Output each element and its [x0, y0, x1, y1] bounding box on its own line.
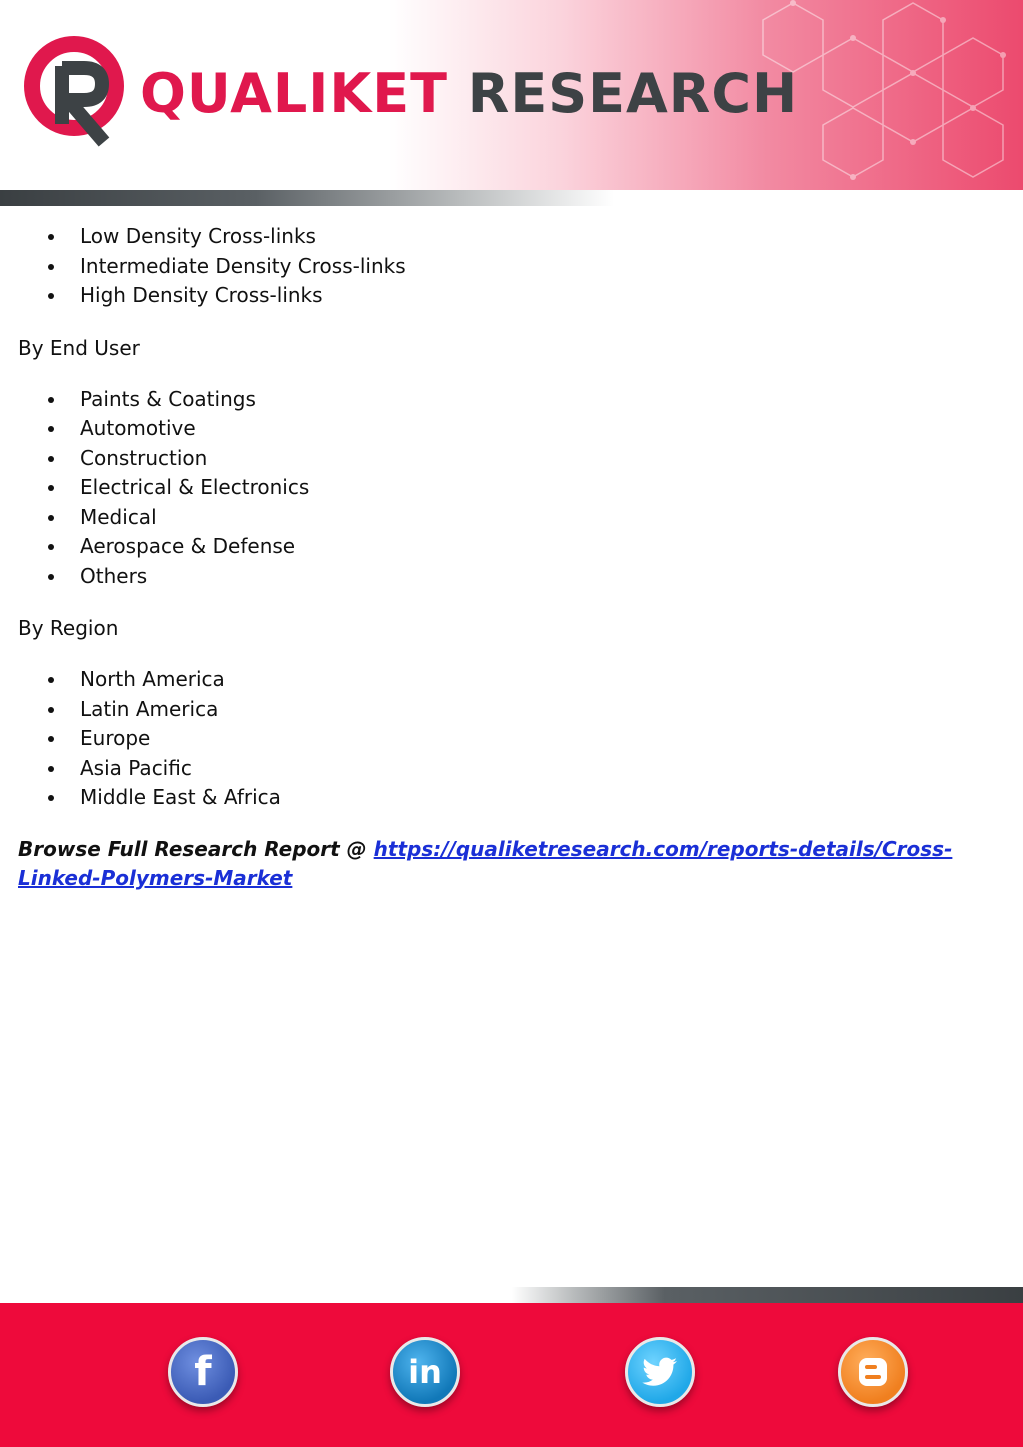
list-item: Construction	[18, 444, 998, 474]
browse-report-line	[18, 835, 998, 894]
list-item: Electrical & Electronics	[18, 473, 998, 503]
bullet	[48, 766, 54, 772]
bullet	[48, 736, 54, 742]
bullet	[48, 515, 54, 521]
report-content	[18, 222, 998, 894]
bullet	[48, 485, 54, 491]
twitter-bird-glyph	[642, 1357, 678, 1387]
density-list	[18, 222, 998, 311]
bullet	[48, 426, 54, 432]
bullet	[48, 544, 54, 550]
header-banner	[0, 0, 1023, 190]
header-divider	[0, 190, 1023, 206]
brand-name-part2: RESEARCH	[467, 62, 799, 125]
bullet	[48, 707, 54, 713]
list-item: High Density Cross-links	[18, 281, 998, 311]
bullet	[48, 574, 54, 580]
footer	[0, 1303, 1023, 1447]
list-item: Latin America	[18, 695, 998, 725]
region-list	[18, 665, 998, 813]
list-item: Automotive	[18, 414, 998, 444]
qualiket-logo-icon	[22, 34, 132, 149]
list-item: Intermediate Density Cross-links	[18, 252, 998, 282]
list-item: North America	[18, 665, 998, 695]
bullet	[48, 456, 54, 462]
brand-name-part1: QUALIKET	[140, 62, 448, 125]
linkedin-icon[interactable]: in	[390, 1337, 460, 1407]
bullet	[48, 264, 54, 270]
list-item: Low Density Cross-links	[18, 222, 998, 252]
list-item: Others	[18, 562, 998, 592]
report-link[interactable]: https://qualiketresearch.com/reports-details/Cross-Linked-Polymers-Market	[18, 836, 953, 890]
blogger-b-glyph	[856, 1355, 890, 1389]
region-heading: By Region	[18, 616, 119, 640]
list-item: Aerospace & Defense	[18, 532, 998, 562]
footer-divider	[0, 1287, 1023, 1303]
end-user-heading: By End User	[18, 335, 140, 360]
list-item: Middle East & Africa	[18, 783, 998, 813]
facebook-icon[interactable]: f	[168, 1337, 238, 1407]
blogger-icon[interactable]	[838, 1337, 908, 1407]
list-item: Europe	[18, 724, 998, 754]
twitter-icon[interactable]	[625, 1337, 695, 1407]
list-item: Medical	[18, 503, 998, 533]
bullet	[48, 234, 54, 240]
bullet	[48, 397, 54, 403]
bullet	[48, 795, 54, 801]
list-item: Asia Pacific	[18, 754, 998, 784]
end-user-list	[18, 385, 998, 592]
bullet	[48, 677, 54, 683]
list-item: Paints & Coatings	[18, 385, 998, 415]
bullet	[48, 293, 54, 299]
browse-label: Browse Full Research Report @	[18, 836, 374, 861]
brand-name	[140, 64, 798, 124]
